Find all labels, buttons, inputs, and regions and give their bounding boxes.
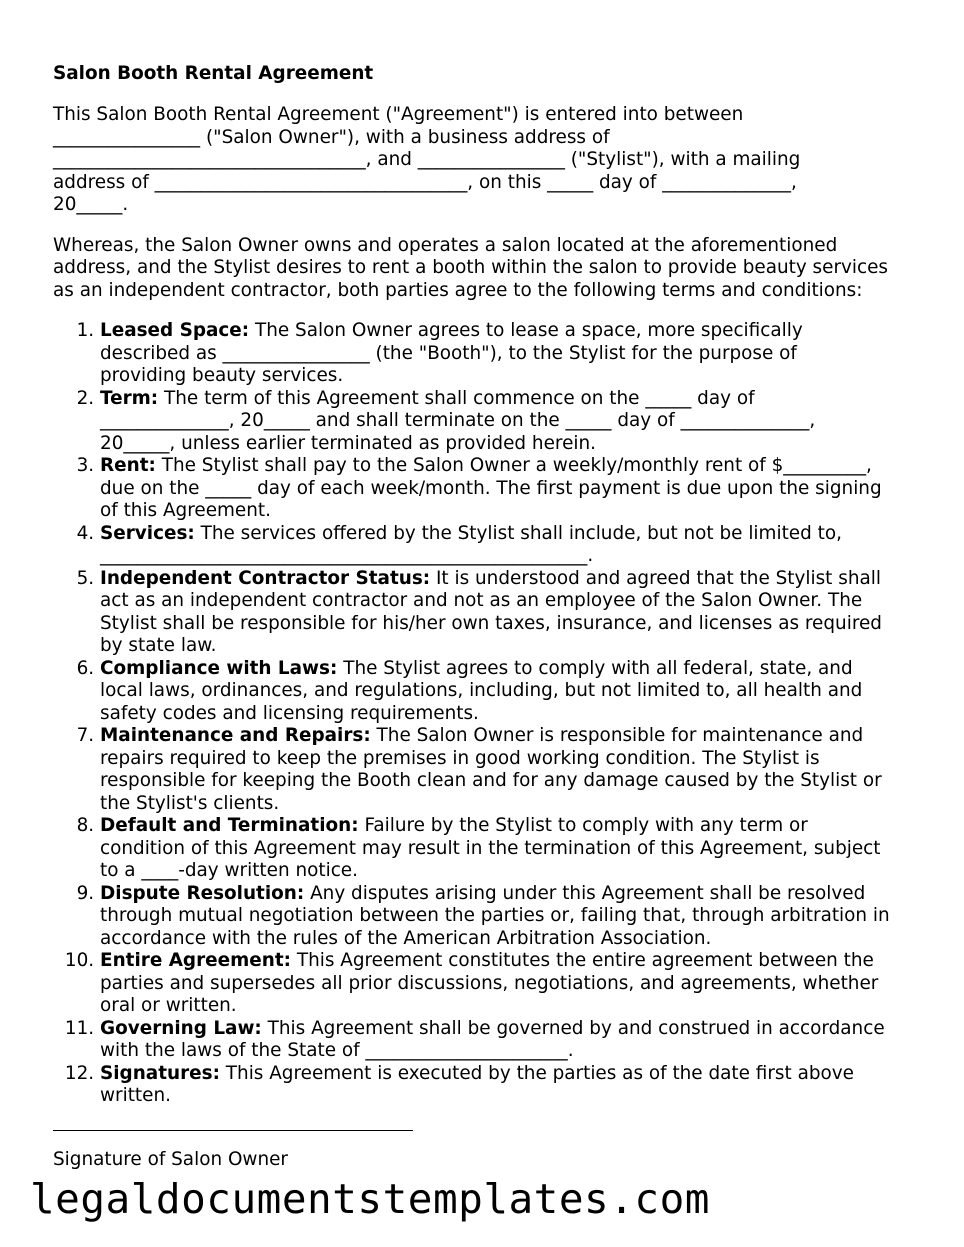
clause-default-termination — [100, 815, 913, 883]
clause-heading: Entire Agreement: — [100, 950, 291, 971]
clause-text: Failure by the Stylist to comply with any term or condition of this Agreement may result in the termination of this Agreement, subject to a ____-day written notice. — [100, 815, 881, 881]
whereas-paragraph: Whereas, the Salon Owner owns and operates a salon located at the aforementioned address, and the Stylist desires to rent a booth within the salon to provide beauty services as an independent contractor, both parties agree to the following terms and conditions: — [53, 234, 889, 301]
clause-signatures — [100, 1063, 913, 1108]
clause-heading: Services: — [100, 522, 195, 544]
clause-compliance — [100, 658, 913, 726]
clause-heading: Default and Termination: — [100, 815, 359, 836]
clause-independent-contractor — [100, 568, 913, 658]
clause-term — [100, 388, 913, 456]
clause-leased-space — [100, 320, 913, 388]
clause-text: The services offered by the Stylist shall include, but not be limited to, _____________________________________________________. — [100, 522, 842, 566]
signature-label: Signature of Salon Owner — [53, 1149, 288, 1170]
clause-heading: Maintenance and Repairs: — [100, 725, 371, 746]
clause-text: The Salon Owner is responsible for maintenance and repairs required to keep the premises in good working condition. The Stylist is responsible for keeping the Booth clean and for any damage caused by the Stylist or the Stylist's clients. — [100, 725, 882, 814]
clause-dispute-resolution — [100, 883, 913, 951]
signature-block — [53, 1130, 413, 1172]
clause-maintenance — [100, 725, 913, 815]
clause-governing-law — [100, 1018, 913, 1063]
clause-heading: Rent: — [100, 455, 156, 476]
clause-heading: Term: — [100, 387, 159, 409]
clause-services — [100, 523, 913, 568]
clause-heading: Independent Contractor Status: — [100, 567, 431, 589]
document-title: Salon Booth Rental Agreement — [53, 63, 374, 84]
signature-line — [53, 1130, 413, 1131]
clause-heading: Leased Space: — [100, 320, 250, 341]
clause-heading: Compliance with Laws: — [100, 657, 338, 679]
document-body — [53, 62, 913, 1108]
clause-text: This Agreement is executed by the parties as of the date first above written. — [100, 1062, 854, 1106]
clause-rent — [100, 455, 913, 523]
clause-heading: Signatures: — [100, 1062, 220, 1084]
clause-text: The Stylist shall pay to the Salon Owner a weekly/monthly rent of $_________, due on the _____ day of each week/month. The first payment is due upon the signing of this Agreement. — [100, 455, 882, 521]
clause-heading: Governing Law: — [100, 1017, 262, 1039]
clause-text: Any disputes arising under this Agreement shall be resolved through mutual negotiation between the parties or, failing that, through arbitration in accordance with the rules of the American Arbitration Association. — [100, 882, 890, 949]
clause-heading: Dispute Resolution: — [100, 882, 305, 904]
clause-text: The Stylist agrees to comply with all federal, state, and local laws, ordinances, and regulations, including, but not limited to, all health and safety codes and licensing requirements. — [100, 657, 863, 724]
clause-text: This Agreement shall be governed by and construed in accordance with the laws of the State of ______________________. — [100, 1017, 885, 1061]
watermark-text: legaldocumentstemplates.com — [30, 1175, 710, 1223]
clause-list — [53, 320, 913, 1108]
intro-paragraph: This Salon Booth Rental Agreement ("Agreement") is entered into between ________________ ("Salon Owner"), with a business address of __________________________________, and ________________ ("Stylist"), with a mailing address of __________________________________, on this _____ day of ______________, 20_____. — [53, 104, 801, 215]
clause-text: The Salon Owner agrees to lease a space, more specifically described as ________________ (the "Booth"), to the Stylist for the purpose of providing beauty services. — [100, 320, 803, 386]
clause-text: This Agreement constitutes the entire agreement between the parties and supersedes all prior discussions, negotiations, and agreements, whether oral or written. — [100, 950, 879, 1016]
clause-text: The term of this Agreement shall commence on the _____ day of ______________, 20_____ and shall terminate on the _____ day of ______________, 20_____, unless earlier terminated as provided herein. — [100, 387, 816, 454]
clause-entire-agreement — [100, 950, 913, 1018]
clause-text: It is understood and agreed that the Stylist shall act as an independent contractor and not as an employee of the Salon Owner. The Stylist shall be responsible for his/her own taxes, insurance, and licenses as required by state law. — [100, 567, 882, 656]
